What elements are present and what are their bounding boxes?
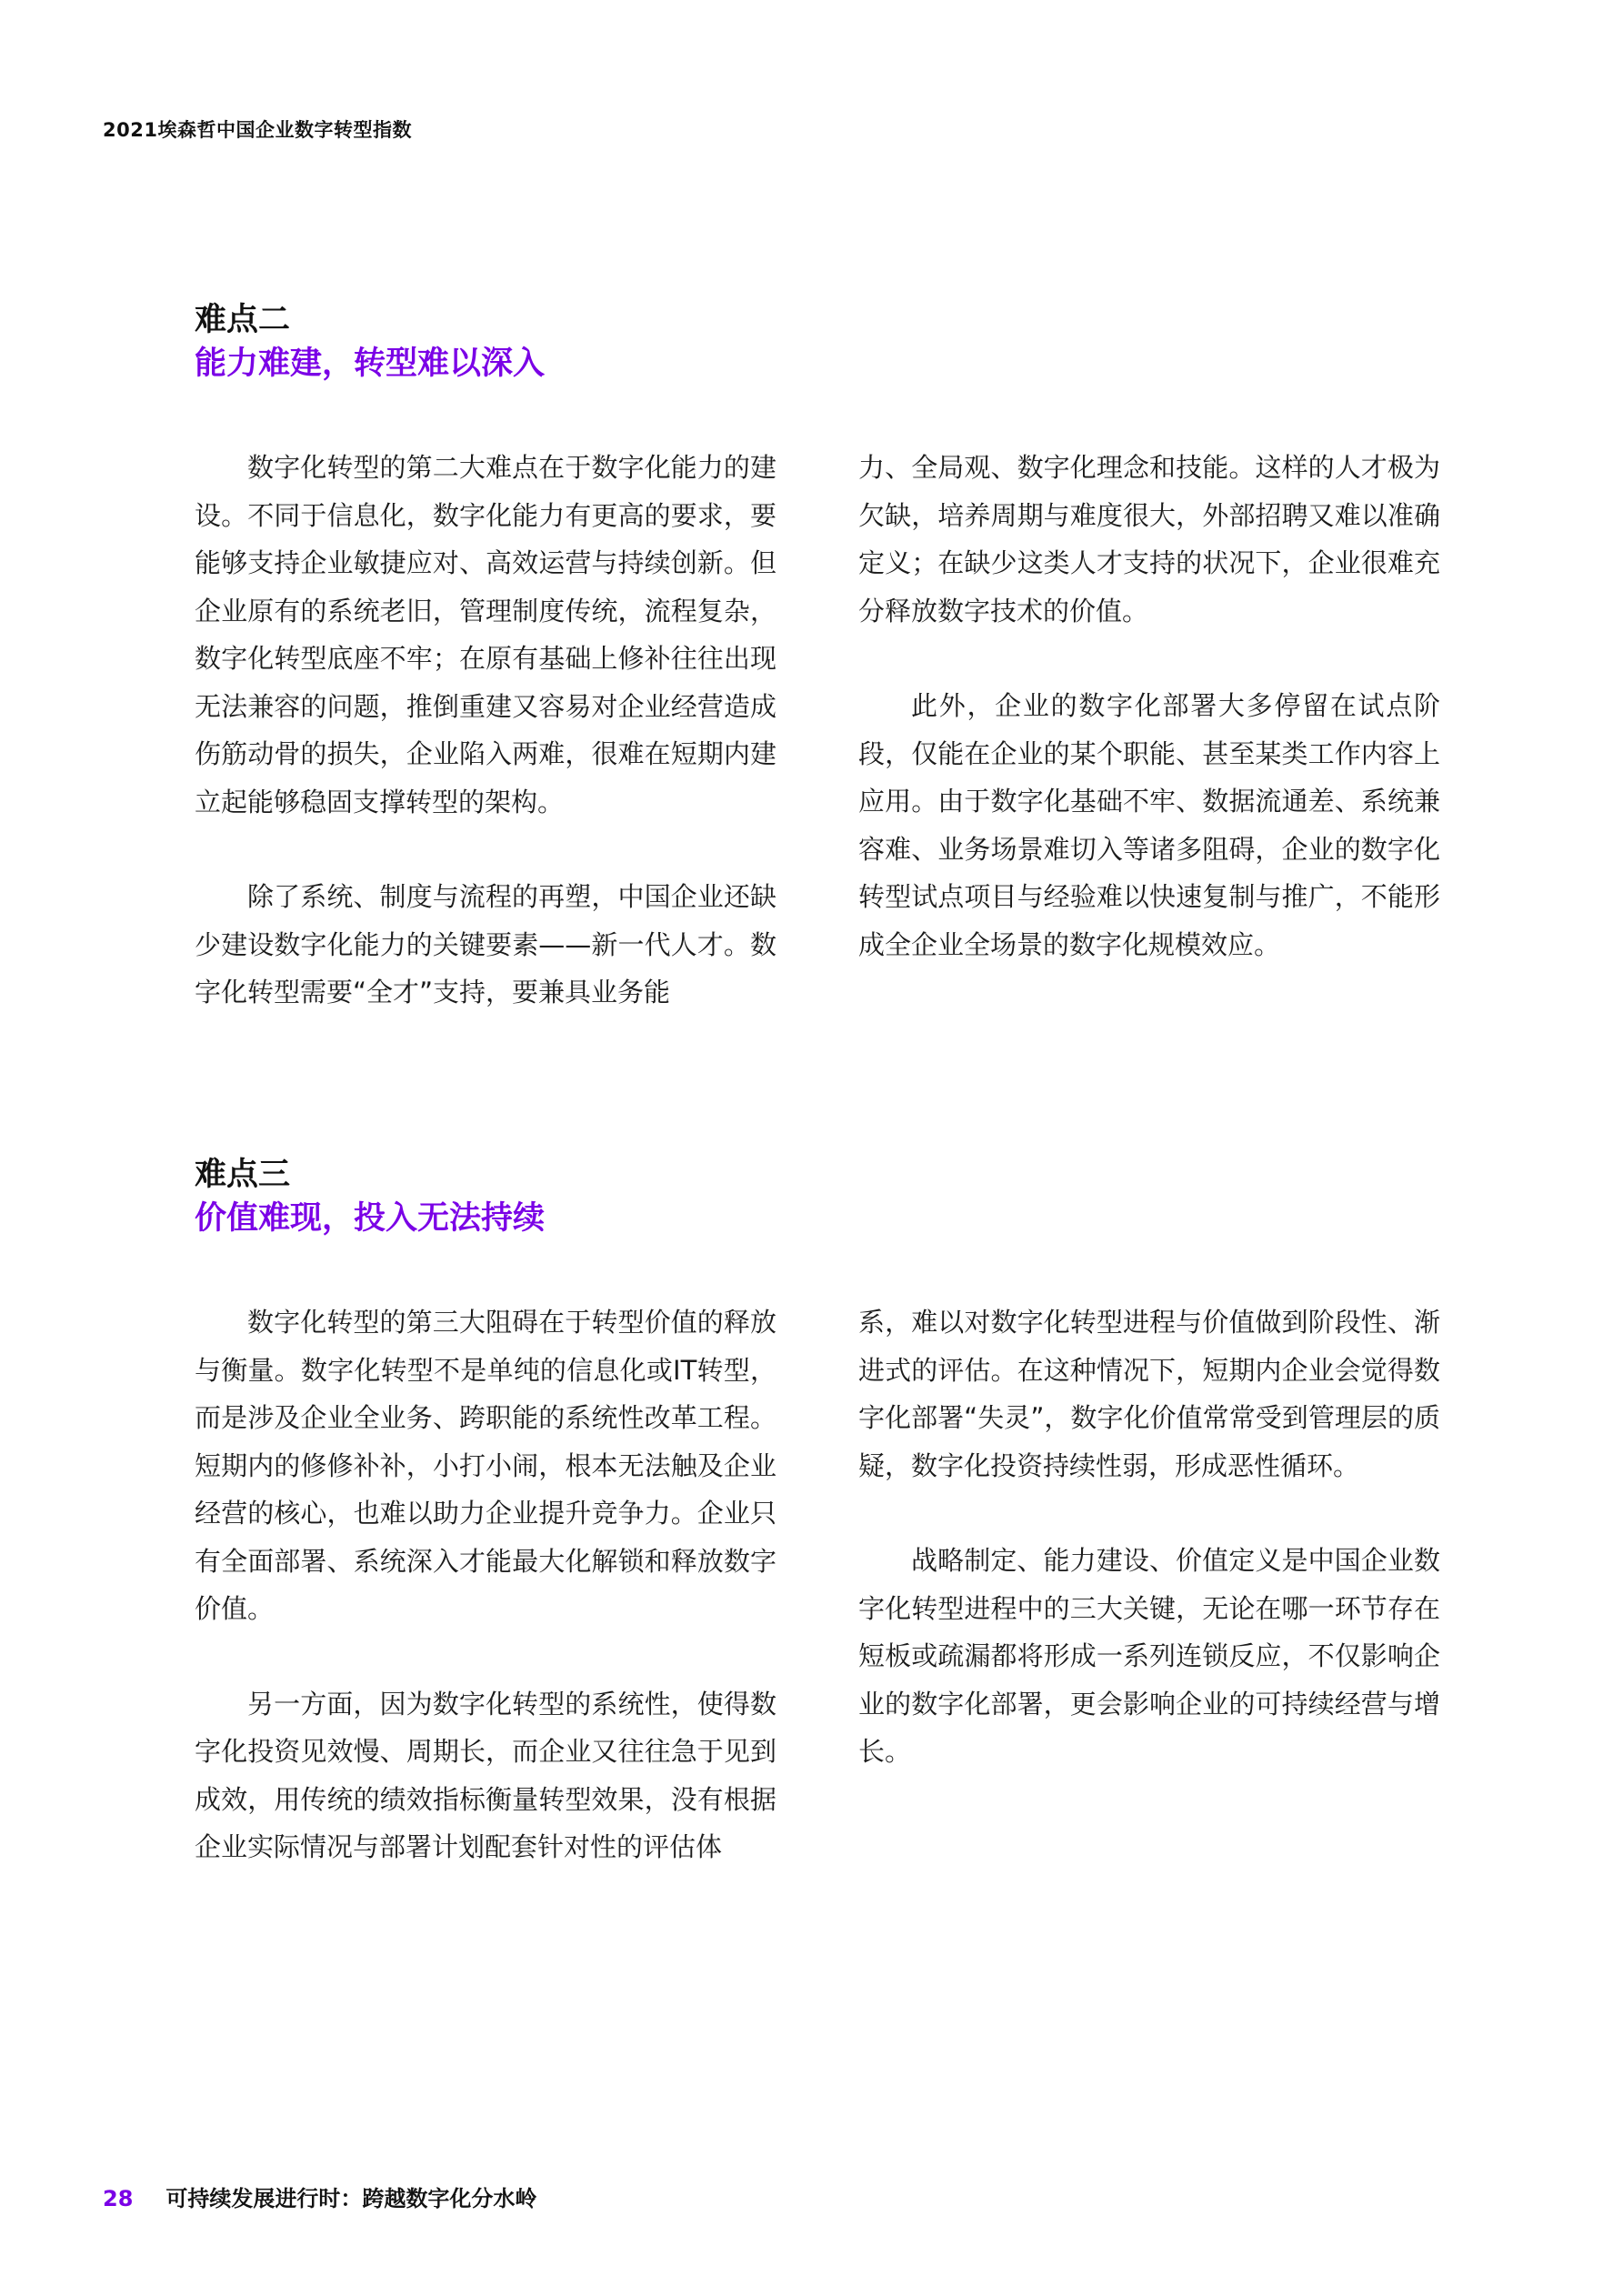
right-column (858, 1298, 1440, 1871)
footer-title: 可持续发展进行时：跨越数字化分水岭 (165, 2186, 537, 2211)
page-number: 28 (103, 2186, 134, 2211)
section-difficulty-two (195, 298, 1440, 1008)
body-columns (195, 1298, 1440, 1871)
paragraph: 另一方面，因为数字化转型的系统性，使得数字化投资见效慢、周期长，而企业又往往急于见到成效，用传统的绩效指标衡量转型效果，没有根据企业实际情况与部署计划配套针对性的评估体 (195, 1688, 776, 1862)
left-column (195, 1298, 776, 1871)
section-title: 价值难现，投入无法持续 (195, 1200, 546, 1237)
paragraph: 力、全局观、数字化理念和技能。这样的人才极为欠缺，培养周期与难度很大，外部招聘又难以准确定义；在缺少这类人才支持的状况下，企业很难充分释放数字技术的价值。 (858, 452, 1440, 627)
paragraph: 此外，企业的数字化部署大多停留在试点阶段，仅能在企业的某个职能、甚至某类工作内容上应用。由于数字化基础不牢、数据流通差、系统兼容难、业务场景难切入等诸多阻碍，企业的数字化转型试点项目与经验难以快速复制与推广，不能形成全企业全场景的数字化规模效应。 (858, 690, 1440, 960)
right-column (858, 444, 1440, 1017)
section-title: 能力难建，转型难以深入 (195, 346, 546, 382)
paragraph: 除了系统、制度与流程的再塑，中国企业还缺少建设数字化能力的关键要素——新一代人才。数字化转型需要“全才”支持，要兼具业务能 (195, 881, 776, 1008)
paragraph: 数字化转型的第三大阻碍在于转型价值的释放与衡量。数字化转型不是单纯的信息化或IT转型，而是涉及企业全业务、跨职能的系统性改革工程。短期内的修修补补，小打小闹，根本无法触及企业经营的核心，也难以助力企业提升竞争力。企业只有全面部署、系统深入才能最大化解锁和释放数字价值。 (195, 1307, 776, 1624)
section-difficulty-three (195, 1153, 1440, 1862)
section-label: 难点二 (195, 302, 291, 338)
paragraph: 数字化转型的第二大难点在于数字化能力的建设。不同于信息化，数字化能力有更高的要求，要能够支持企业敏捷应对、高效运营与持续创新。但企业原有的系统老旧，管理制度传统，流程复杂，数字化转型底座不牢；在原有基础上修补往往出现无法兼容的问题，推倒重建又容易对企业经营造成伤筋动骨的损失，企业陷入两难，很难在短期内建立起能够稳固支撑转型的架构。 (195, 452, 776, 817)
page-footer (103, 2181, 536, 2212)
body-columns (195, 444, 1440, 1017)
running-header: 2021埃森哲中国企业数字转型指数 (103, 119, 412, 141)
section-label: 难点三 (195, 1157, 291, 1193)
paragraph: 系，难以对数字化转型进程与价值做到阶段性、渐进式的评估。在这种情况下，短期内企业会觉得数字化部署“失灵”，数字化价值常常受到管理层的质疑，数字化投资持续性弱，形成恶性循环。 (858, 1307, 1440, 1481)
paragraph: 战略制定、能力建设、价值定义是中国企业数字化转型进程中的三大关键，无论在哪一环节存在短板或疏漏都将形成一系列连锁反应，不仅影响企业的数字化部署，更会影响企业的可持续经营与增长。 (858, 1545, 1440, 1767)
left-column (195, 444, 776, 1017)
